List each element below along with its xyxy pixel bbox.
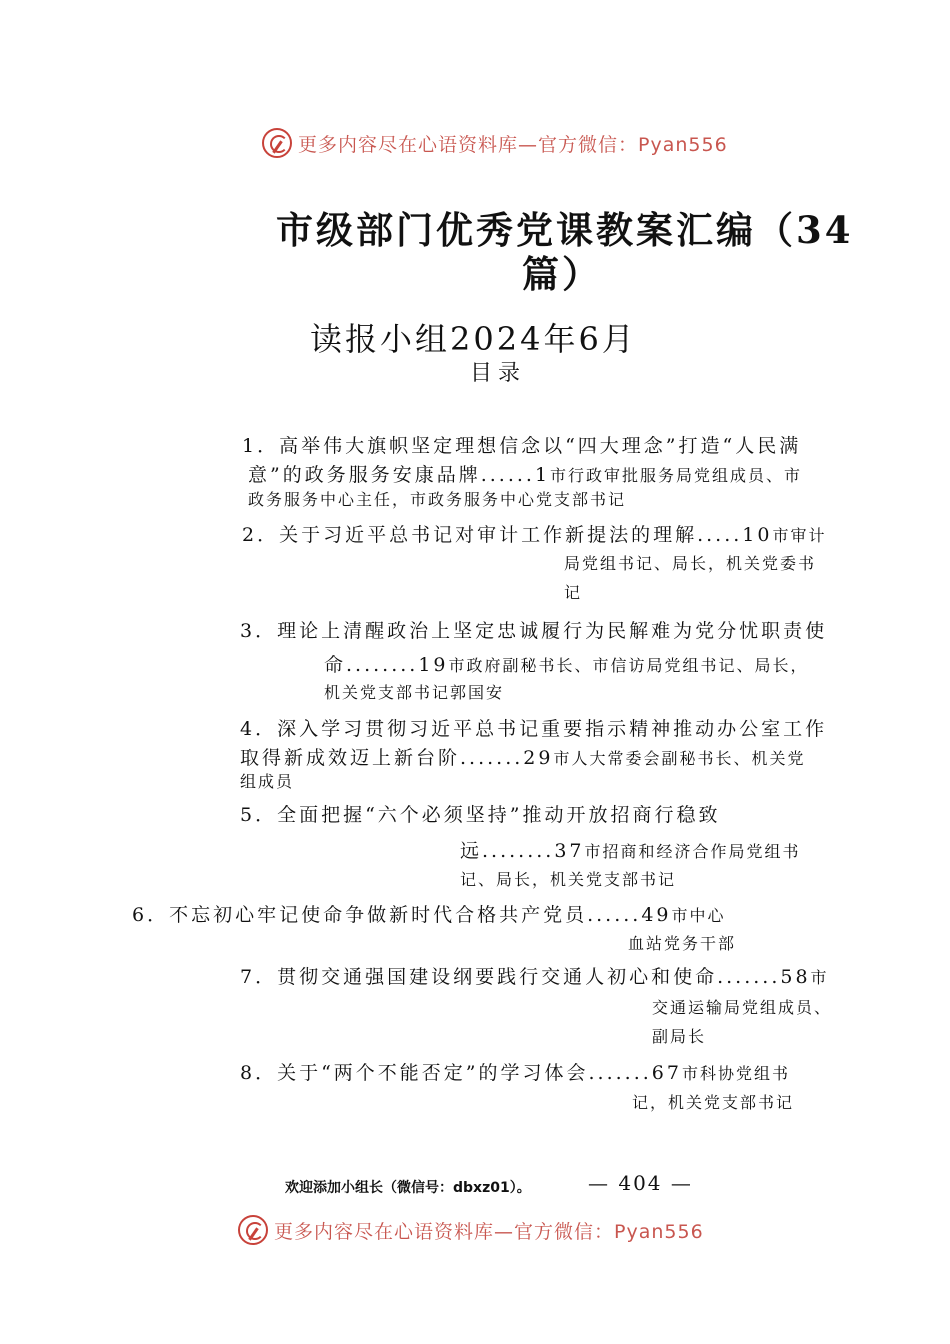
toc-entry-7-note-line1: 交通运输局党组成员、 <box>652 998 833 1017</box>
pen-in-circle-logo-icon <box>262 128 292 158</box>
toc-entry-1-note: 市行政审批服务局党组成员、市 <box>550 466 803 485</box>
document-title-line1: 市级部门优秀党课教案汇编（34 <box>276 208 854 252</box>
toc-entry-3-line1: 3．理论上清醒政治上坚定忠诚履行为民解难为党分忧职责使 <box>240 620 828 642</box>
document-title-line2: 篇） <box>522 252 602 296</box>
document-subtitle: 读报小组2024年6月 <box>310 320 637 358</box>
toc-entry-5-note-line: 记、局长，机关党支部书记 <box>460 870 677 889</box>
toc-entry-2-note-line1: 局党组书记、局长，机关党委书 <box>564 554 817 573</box>
toc-entry-8-title: 8．关于“两个不能否定”的学习体会.......67市科协党组书 <box>240 1062 790 1084</box>
toc-entry-8-note: 市科协党组书 <box>681 1064 790 1083</box>
toc-entry-1-note-line: 政务服务中心主任，市政务服务中心党支部书记 <box>248 490 627 509</box>
watermark-bottom <box>238 1215 704 1245</box>
toc-entry-3-note-line: 机关党支部书记郭国安 <box>324 683 505 702</box>
toc-entry-2-note: 市审计 <box>772 526 827 545</box>
toc-entry-5-title-end: 远........37市招商和经济合作局党组书 <box>460 840 801 862</box>
toc-entry-3-title-end: 命........19市政府副秘书长、市信访局党组书记、局长， <box>324 654 809 676</box>
toc-entry-4-note-line: 组成员 <box>240 772 295 791</box>
toc-entry-8-note-line: 记，机关党支部书记 <box>632 1093 795 1112</box>
toc-entry-2-title: 2．关于习近平总书记对审计工作新提法的理解.....10市审计 <box>242 524 827 546</box>
toc-entry-4-line1: 4．深入学习贯彻习近平总书记重要指示精神推动办公室工作 <box>240 718 828 740</box>
watermark-text: 更多内容尽在心语资料库—官方微信：Pyan556 <box>274 1220 704 1243</box>
toc-entry-7-title: 7．贯彻交通强国建设纲要践行交通人初心和使命.......58市 <box>240 966 829 988</box>
toc-entry-2-note-line2: 记 <box>564 583 583 602</box>
toc-entry-6-note: 市中心 <box>671 906 726 925</box>
footer-note: 欢迎添加小组长（微信号：dbxz01）。 <box>285 1180 531 1196</box>
toc-entry-1-title-end: 意”的政务服务安康品牌......1市行政审批服务局党组成员、市 <box>248 464 803 486</box>
page-number: — 404 — <box>588 1171 693 1195</box>
toc-entry-4-note: 市人大常委会副秘书长、机关党 <box>553 749 806 768</box>
toc-entry-1-line1: 1．高举伟大旗帜坚定理想信念以“四大理念”打造“人民满 <box>242 435 802 457</box>
toc-entry-6-title: 6．不忘初心牢记使命争做新时代合格共产党员......49市中心 <box>132 904 726 926</box>
watermark-top <box>262 128 728 158</box>
watermark-text: 更多内容尽在心语资料库—官方微信：Pyan556 <box>298 133 728 156</box>
toc-entry-5-note: 市招商和经济合作局党组书 <box>584 842 801 861</box>
toc-entry-5-line1: 5．全面把握“六个必须坚持”推动开放招商行稳致 <box>240 804 721 826</box>
toc-entry-3-note: 市政府副秘书长、市信访局党组书记、局长， <box>448 656 809 675</box>
toc-entry-7-note-line2: 副局长 <box>652 1027 707 1046</box>
pen-in-circle-logo-icon <box>238 1215 268 1245</box>
toc-entry-4-title-end: 取得新成效迈上新台阶.......29市人大常委会副秘书长、机关党 <box>240 747 806 769</box>
toc-entry-6-note-line: 血站党务干部 <box>628 934 737 953</box>
toc-entry-7-note: 市 <box>810 968 829 987</box>
toc-label: 目录 <box>470 361 527 386</box>
